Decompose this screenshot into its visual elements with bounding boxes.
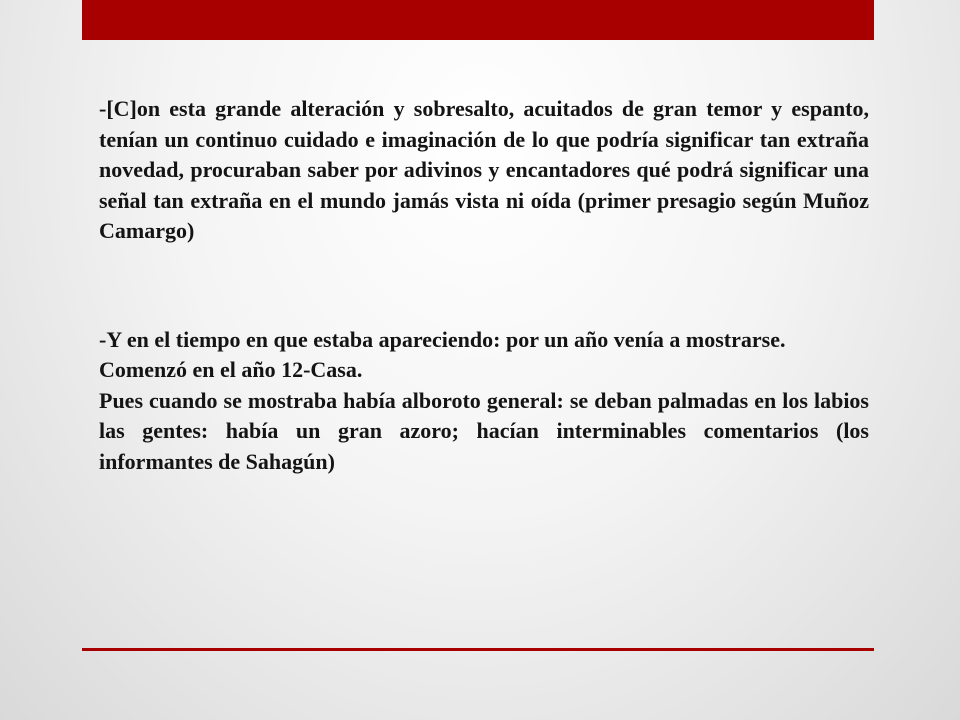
top-accent-bar <box>82 0 874 40</box>
quote-line-2: Comenzó en el año 12-Casa. <box>99 357 363 382</box>
paragraph-spacer <box>99 247 869 325</box>
quote-line-1: -Y en el tiempo en que estaba apareciendo: por un año venía a mostrarse. <box>99 326 786 352</box>
bottom-accent-rule <box>82 648 874 651</box>
quote-sahagun: Pues cuando se mostraba había alboroto general: se deban palmadas en los labios las gentes: había un gran azoro; hacían interminables comentarios (los informantes de Sahagún) <box>99 387 869 474</box>
quote-munoz-camargo: -[C]on esta grande alteración y sobresalto, acuitados de gran temor y espanto, tenían un continuo cuidado e imaginación de lo que podría significar tan extraña novedad, procuraban saber por adivinos y encantadores qué podrá significar una señal tan extraña en el mundo jamás vista ni oída (primer presagio según Muñoz Camargo) <box>99 96 869 243</box>
slide-body <box>99 94 869 477</box>
